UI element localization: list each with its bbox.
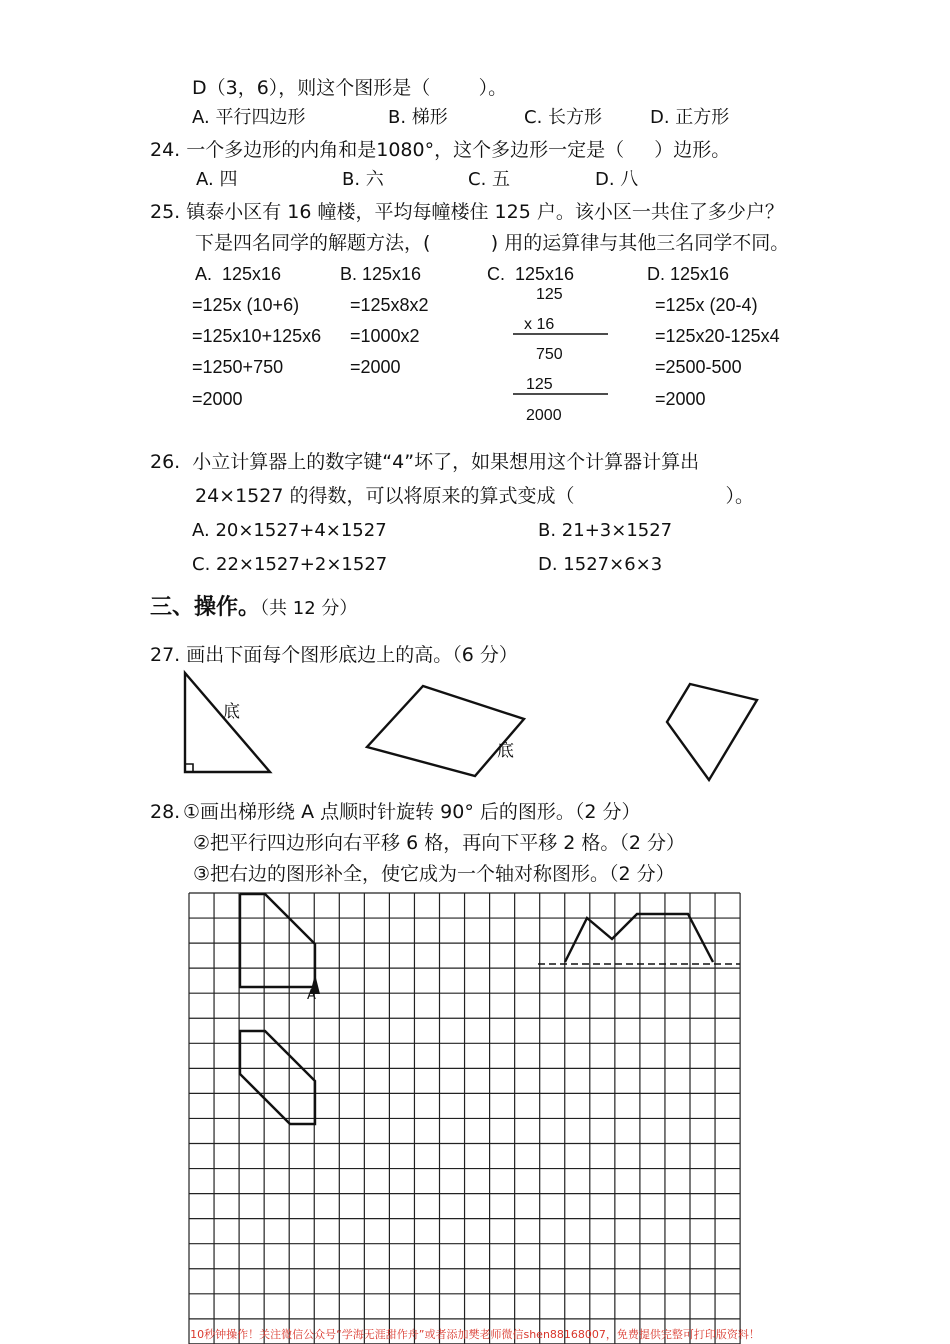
section-3-points: （共 12 分） — [260, 598, 358, 619]
q27-line: 27. 画出下面每个图形底边上的高。（6 分） — [150, 644, 518, 666]
q23-option-d: D. 正方形 — [650, 107, 730, 128]
q23-option-a: A. 平行四边形 — [192, 107, 306, 128]
q25-b-step: =125x8x2 — [350, 295, 429, 315]
q25-a-step: =125x (10+6) — [192, 295, 300, 315]
q25-d-step: =2000 — [655, 389, 706, 409]
q24-option-c: C. 五 — [468, 169, 511, 190]
q25-a-step: =125x10+125x6 — [192, 326, 322, 346]
q25-a-step: =2000 — [192, 389, 243, 409]
q25-d-step: =125x (20-4) — [655, 295, 758, 315]
q25-d-step: =125x20-125x4 — [655, 326, 780, 346]
q23-line: D（3，6），则这个图形是（ ）。 — [192, 77, 508, 99]
q25-d-step: D. 125x16 — [647, 264, 730, 284]
parallelogram-base-label: 底 — [497, 741, 514, 761]
q25-b-step: =2000 — [350, 357, 401, 377]
q26-line1: 26. 小立计算器上的数字键“4”坏了，如果想用这个计算器计算出 — [150, 451, 700, 473]
q25-a-step: =1250+750 — [192, 357, 284, 377]
q26-line2: 24×1527 的得数，可以将原来的算式变成（ ）。 — [195, 485, 754, 507]
q25-d-step: =2500-500 — [655, 357, 742, 377]
q26-option-a: A. 20×1527+4×1527 — [192, 520, 387, 541]
footer-note: 10秒钟操作！关注微信公众号“学海无涯甜作舟”或者添加樊老师微信shen88168007，免费提供完整可打印版资料！ — [190, 1328, 760, 1341]
q25-c-row: 2000 — [526, 407, 562, 424]
parallelogram-grid-figure — [240, 1031, 315, 1124]
q23-option-c: C. 长方形 — [524, 107, 603, 128]
point-a-label: A — [307, 988, 316, 1003]
q25-b-step: B. 125x16 — [340, 264, 422, 284]
symmetric-half-figure — [565, 914, 713, 962]
q25-line2: 下是四名同学的解题方法，( ) 用的运算律与其他三名同学不同。 — [195, 232, 790, 254]
q24-option-a: A. 四 — [196, 169, 238, 190]
q25-line1: 25. 镇泰小区有 16 幢楼，平均每幢楼住 125 户。该小区一共住了多少户？ — [150, 201, 784, 223]
q25-b-step: =1000x2 — [350, 326, 420, 346]
q23-option-b: B. 梯形 — [388, 107, 448, 128]
q24-option-d: D. 八 — [595, 169, 639, 190]
q28-sub2: ②把平行四边形向右平移 6 格，再向下平移 2 格。（2 分） — [193, 832, 685, 854]
q26-option-d: D. 1527×6×3 — [538, 554, 663, 575]
q25-c-label: C. 125x16 — [487, 264, 575, 284]
q26-option-c: C. 22×1527+2×1527 — [192, 554, 388, 575]
q28-sub1: ①画出梯形绕 A 点顺时针旋转 90° 后的图形。（2 分） — [183, 801, 641, 823]
q26-option-b: B. 21+3×1527 — [538, 520, 673, 541]
trapezoid-figure — [240, 894, 315, 987]
q25-c-row: 125 — [526, 376, 553, 393]
q25-c-row: x 16 — [524, 316, 555, 333]
q24-line: 24. 一个多边形的内角和是1080°，这个多边形一定是（ ）边形。 — [150, 139, 731, 161]
q28-sub3: ③把右边的图形补全，使它成为一个轴对称图形。（2 分） — [193, 863, 675, 885]
q25-c-row: 750 — [536, 346, 563, 363]
grid-lines — [189, 893, 740, 1344]
triangle-base-label: 底 — [223, 702, 240, 722]
q24-option-b: B. 六 — [342, 169, 384, 190]
q25-a-step: A. 125x16 — [195, 264, 282, 284]
q25-c-row: 125 — [536, 286, 563, 303]
section-3-title: 三、操作。 — [150, 595, 261, 620]
q28-number: 28. — [150, 801, 181, 823]
